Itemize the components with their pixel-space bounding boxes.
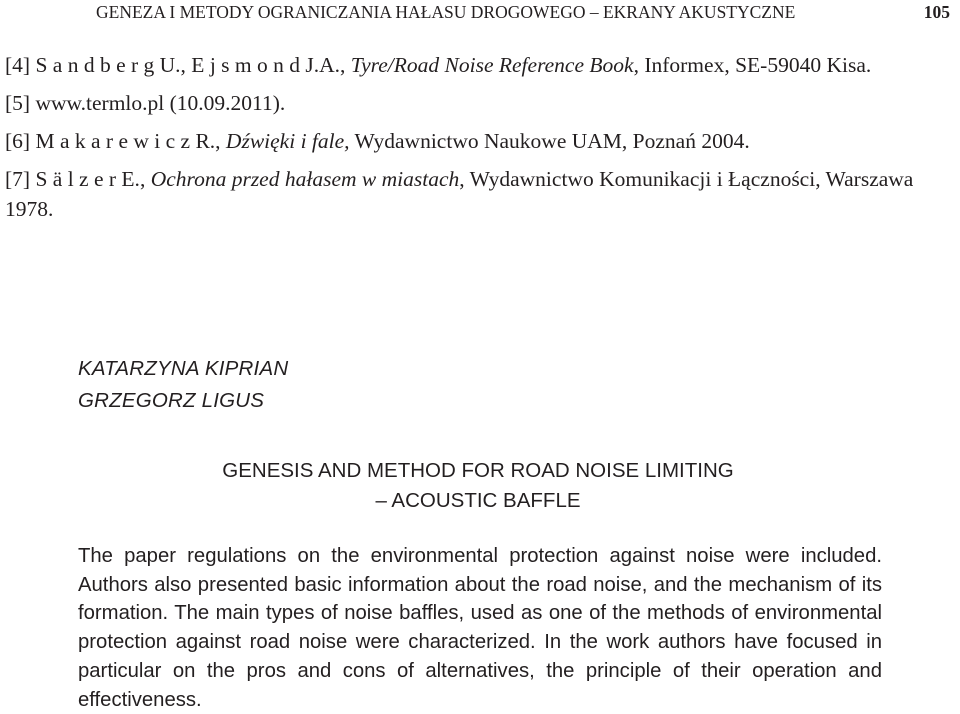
reference-title: Tyre/Road Noise Reference Book: [350, 53, 634, 77]
author-name: KATARZYNA KIPRIAN: [78, 357, 289, 380]
reference-item: [7] S ä l z e r E., Ochrona przed hałasem w miastach, Wydawnictwo Komunikacji i Łączności, Warszawa 1978.: [5, 167, 914, 221]
reference-list: [5, 50, 955, 232]
author-name: GRZEGORZ LIGUS: [78, 389, 265, 412]
article-title-line: GENESIS AND METHOD FOR ROAD NOISE LIMITING: [222, 459, 734, 482]
reference-number: [5]: [5, 91, 31, 115]
abstract: The paper regulations on the environmental protection against noise were included. Authors also presented basic information about the road noise, and the mechanism of its formation. The main types of noise baffles, used as one of the methods of environmental protection against road noise were characterized. In the work authors have focused in particular on the pros and cons of alternatives, the principle of their operation and effectiveness.: [78, 545, 882, 711]
reference-number: [7]: [5, 167, 31, 191]
reference-number: [6]: [5, 129, 31, 153]
article-title: [78, 456, 878, 516]
reference-details: www.termlo.pl (10.09.2011).: [35, 91, 286, 115]
reference-details: , Wydawnictwo Komunikacji i Łączności, Warszawa 1978.: [5, 167, 914, 221]
article-title-line: – ACOUSTIC BAFFLE: [375, 489, 581, 512]
reference-title: Dźwięki i fale,: [225, 129, 350, 153]
reference-title: Ochrona przed hałasem w miastach: [150, 167, 460, 191]
reference-details: , Informex, SE-59040 Kisa.: [633, 53, 872, 77]
running-header: GENEZA I METODY OGRANICZANIA HAŁASU DROGOWEGO – EKRANY AKUSTYCZNE: [96, 2, 796, 22]
reference-details: Wydawnictwo Naukowe UAM, Poznań 2004.: [349, 129, 750, 153]
reference-authors: M a k a r e w i c z R.: [35, 129, 216, 153]
page-number: 105: [923, 2, 950, 22]
reference-number: [4]: [5, 53, 31, 77]
reference-item: [5, 88, 955, 118]
reference-item: [6] M a k a r e w i c z R., Dźwięki i fale, Wydawnictwo Naukowe UAM, Poznań 2004.: [5, 129, 750, 153]
author-list: [78, 353, 288, 417]
reference-authors: S a n d b e r g U., E j s m o n d J.A.: [35, 53, 341, 77]
reference-authors: S ä l z e r E.: [35, 167, 140, 191]
reference-item: [4] S a n d b e r g U., E j s m o n d J.A., Tyre/Road Noise Reference Book, Informex, SE-59040 Kisa.: [5, 53, 872, 77]
